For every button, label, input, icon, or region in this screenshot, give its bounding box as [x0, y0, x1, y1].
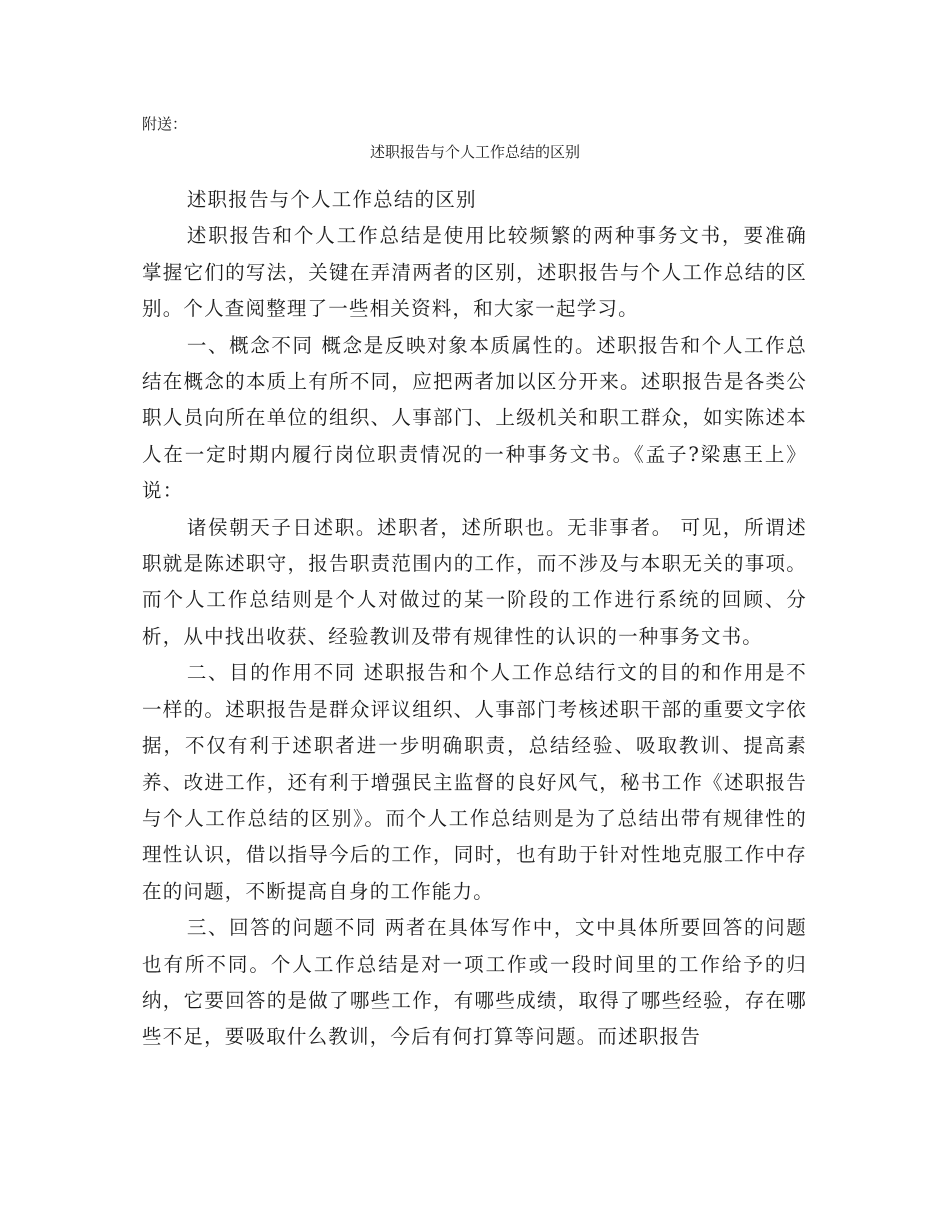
section-heading: 述职报告与个人工作总结的区别	[186, 188, 477, 211]
document-body	[142, 182, 807, 1056]
paragraph-intro: 述职报告和个人工作总结是使用比较频繁的两种事务文书，要准确掌握它们的写法，关键在弄清两者的区别，述职报告与个人工作总结的区别。个人查阅整理了一些相关资料，和大家一起学习。	[142, 224, 807, 321]
paragraph-purpose: 二、目的作用不同 述职报告和个人工作总结行文的目的和作用是不一样的。述职报告是群众评议组织、人事部门考核述职干部的重要文字依据，不仅有利于述职者进一步明确职责，总结经验、吸取教训、提高素养、改进工作，还有利于增强民主监督的良好风气，秘书工作《述职报告与个人工作总结的区别》。而个人工作总结则是为了总结出带有规律性的理性认识，借以指导今后的工作，同时，也有助于针对性地克服工作中存在的问题，不断提高自身的工作能力。	[142, 661, 807, 903]
paragraph-questions: 三、回答的问题不同 两者在具体写作中，文中具体所要回答的问题也有所不同。个人工作总结是对一项工作或一段时间里的工作给予的归纳，它要回答的是做了哪些工作，有哪些成绩，取得了哪些经验，存在哪些不足，要吸取什么教训，今后有何打算等问题。而述职报告	[142, 916, 807, 1049]
paragraph-quote: 诸侯朝天子日述职。述职者，述所职也。无非事者。 可见，所谓述职就是陈述职守，报告职责范围内的工作，而不涉及与本职无关的事项。而个人工作总结则是个人对做过的某一阶段的工作进行系统的回顾、分析，从中找出收获、经验教训及带有规律性的认识的一种事务文书。	[142, 515, 807, 648]
attachment-prefix: 附送：	[142, 115, 188, 133]
document-title: 述职报告与个人工作总结的区别	[369, 143, 580, 161]
paragraph-concept: 一、概念不同 概念是反映对象本质属性的。述职报告和个人工作总结在概念的本质上有所不同，应把两者加以区分开来。述职报告是各类公职人员向所在单位的组织、人事部门、上级机关和职工群众，如实陈述本人在一定时期内履行岗位职责情况的一种事务文书。《孟子?梁惠王上》说：	[142, 333, 807, 503]
